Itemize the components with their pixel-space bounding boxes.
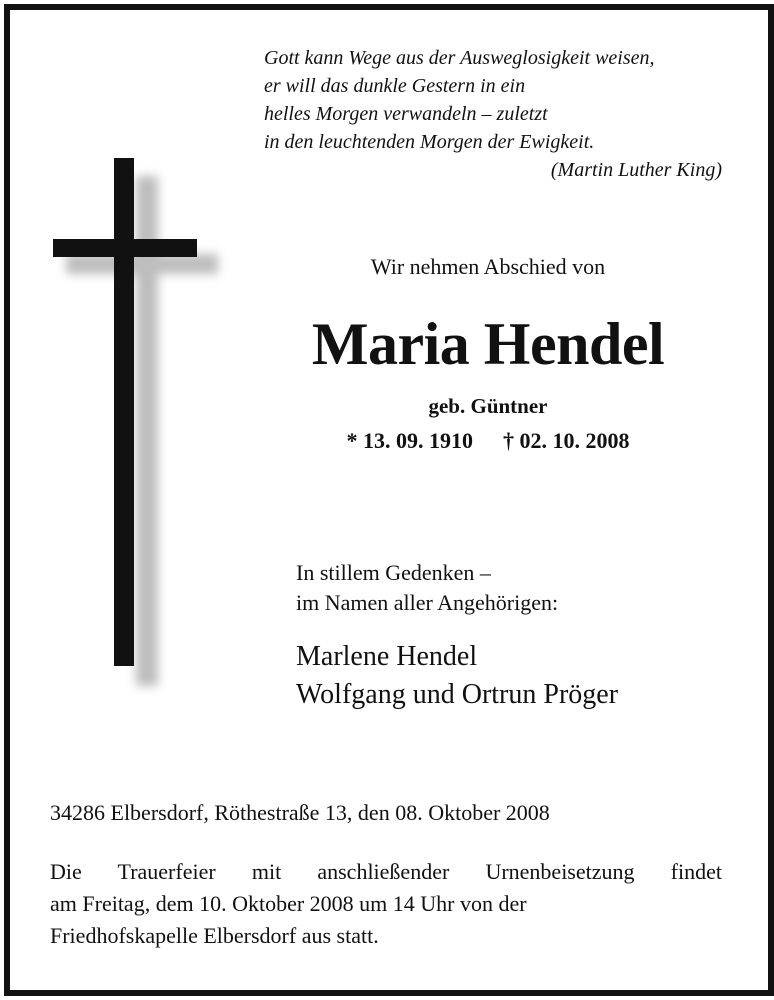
- mourning-text: [296, 558, 558, 618]
- mourning-line: im Namen aller Angehörigen:: [296, 590, 559, 615]
- funeral-notice: [50, 856, 722, 952]
- place-and-date: 34286 Elbersdorf, Röthestraße 13, den 08. Oktober 2008: [50, 800, 550, 825]
- quote-line: in den leuchtenden Morgen der Ewigkeit.: [264, 131, 595, 153]
- quote-author: (Martin Luther King): [550, 159, 722, 181]
- mourning-line: In stillem Gedenken –: [296, 560, 491, 585]
- funeral-line: am Freitag, dem 10. Oktober 2008 um 14 Uhr von der: [50, 891, 527, 916]
- mourner-name: Marlene Hendel: [296, 641, 478, 672]
- quote-line: helles Morgen verwandeln – zuletzt: [264, 103, 548, 125]
- cross-shadow-horizontal: [66, 254, 218, 274]
- funeral-line: Friedhofskapelle Elbersdorf aus statt.: [50, 923, 379, 948]
- mourners-list: [296, 638, 618, 714]
- cross-vertical-beam: [114, 158, 134, 666]
- quote-line: Gott kann Wege aus der Ausweglosigkeit weisen,: [264, 47, 655, 69]
- funeral-line: Die Trauerfeier mit anschließender Urnenbeisetzung findet: [50, 859, 722, 884]
- life-dates: [238, 428, 738, 454]
- quote-line: er will das dunkle Gestern in ein: [264, 75, 526, 97]
- mourner-name: Wolfgang und Ortrun Pröger: [296, 679, 619, 710]
- farewell-intro: Wir nehmen Abschied von: [370, 254, 606, 279]
- cross-horizontal-beam: [53, 239, 197, 257]
- birth-date: * 13. 09. 1910: [346, 428, 473, 453]
- deceased-name: Maria Hendel: [311, 311, 665, 377]
- maiden-name: geb. Güntner: [428, 394, 548, 418]
- death-date: † 02. 10. 2008: [503, 428, 630, 453]
- quote-block: [264, 44, 724, 184]
